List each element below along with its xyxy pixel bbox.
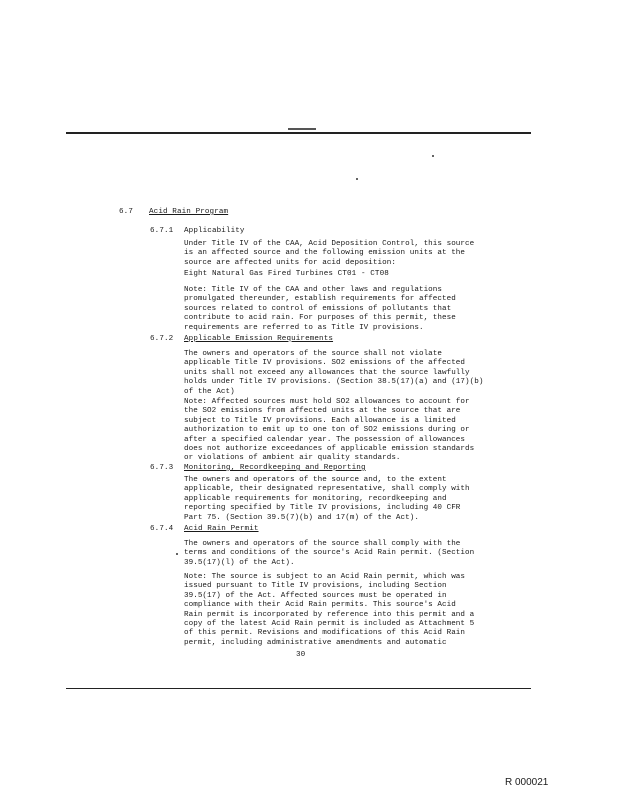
note-paragraph: Note: Affected sources must hold SO2 allowances to account for the SO2 emissions from affected units at the source that are subject to Title IV provisions. Each allowance is a limited authorization to emit up to one ton of SO2 emissions during or after a specified calendar year. The possession of allowances does not authorize exceedances of applicable emission standards or violations of ambient air quality standards. bbox=[184, 398, 475, 463]
subsection-number: 6.7.4 bbox=[150, 525, 174, 533]
subsection-heading: Applicability bbox=[184, 227, 245, 235]
paragraph: The owners and operators of the source shall comply with the terms and conditions of the source's Acid Rain permit. (Section 39.5(17)(l) of the Act). bbox=[184, 540, 475, 567]
section-title: Acid Rain Program bbox=[149, 208, 229, 216]
paragraph-unit-list: Eight Natural Gas Fired Turbines CT01 - CT08 bbox=[184, 270, 389, 278]
bottom-rule bbox=[66, 688, 531, 689]
section-number: 6.7 bbox=[119, 208, 133, 216]
note-paragraph: Note: The source is subject to an Acid Rain permit, which was issued pursuant to Title IV provisions, including Section 39.5(17) of the Act. Affected sources must be operated in compliance with their Acid Rain permits. This source's Acid Rain permit is incorporated by reference into this permit and a copy of the latest Acid Rain permit is included as Attachment 5 of this permit. Revisions and modifications of this Acid Rain permit, including administrative amendments and automatic bbox=[184, 573, 475, 647]
scan-speck bbox=[432, 155, 434, 157]
subsection-heading: Acid Rain Permit bbox=[184, 525, 259, 533]
page-number: 30 bbox=[296, 651, 306, 659]
paragraph: Under Title IV of the CAA, Acid Deposition Control, this source is an affected source and the following emission units at the source are affected units for acid deposition: bbox=[184, 240, 475, 267]
subsection-number: 6.7.2 bbox=[150, 335, 174, 343]
scan-speck bbox=[356, 178, 358, 180]
subsection-heading: Monitoring, Recordkeeping and Reporting bbox=[184, 464, 366, 472]
paragraph: The owners and operators of the source and, to the extent applicable, their designated representative, shall comply with applicable requirements for monitoring, recordkeeping and reporting specified by Title IV provisions, including 40 CFR Part 75. (Section 39.5(7)(b) and 17(m) of the Act). bbox=[184, 476, 470, 522]
top-rule bbox=[66, 132, 531, 134]
paragraph: The owners and operators of the source shall not violate applicable Title IV provisions. SO2 emissions of the affected units shall not exceed any allowances that the source lawfully holds under Title IV provisions. (Section 38.5(17)(a) and (17)(b) of the Act) bbox=[184, 350, 484, 396]
scan-speck bbox=[176, 553, 178, 555]
subsection-number: 6.7.1 bbox=[150, 227, 174, 235]
subsection-number: 6.7.3 bbox=[150, 464, 174, 472]
top-rule-tick bbox=[288, 128, 316, 130]
bates-number: R 000021 bbox=[505, 777, 549, 788]
note-paragraph: Note: Title IV of the CAA and other laws and regulations promulgated thereunder, establish requirements for affected sources related to control of emissions of pollutants that contribute to acid rain. For purposes of this permit, these requirements are referred to as Title IV provisions. bbox=[184, 286, 456, 332]
subsection-heading: Applicable Emission Requirements bbox=[184, 335, 334, 343]
